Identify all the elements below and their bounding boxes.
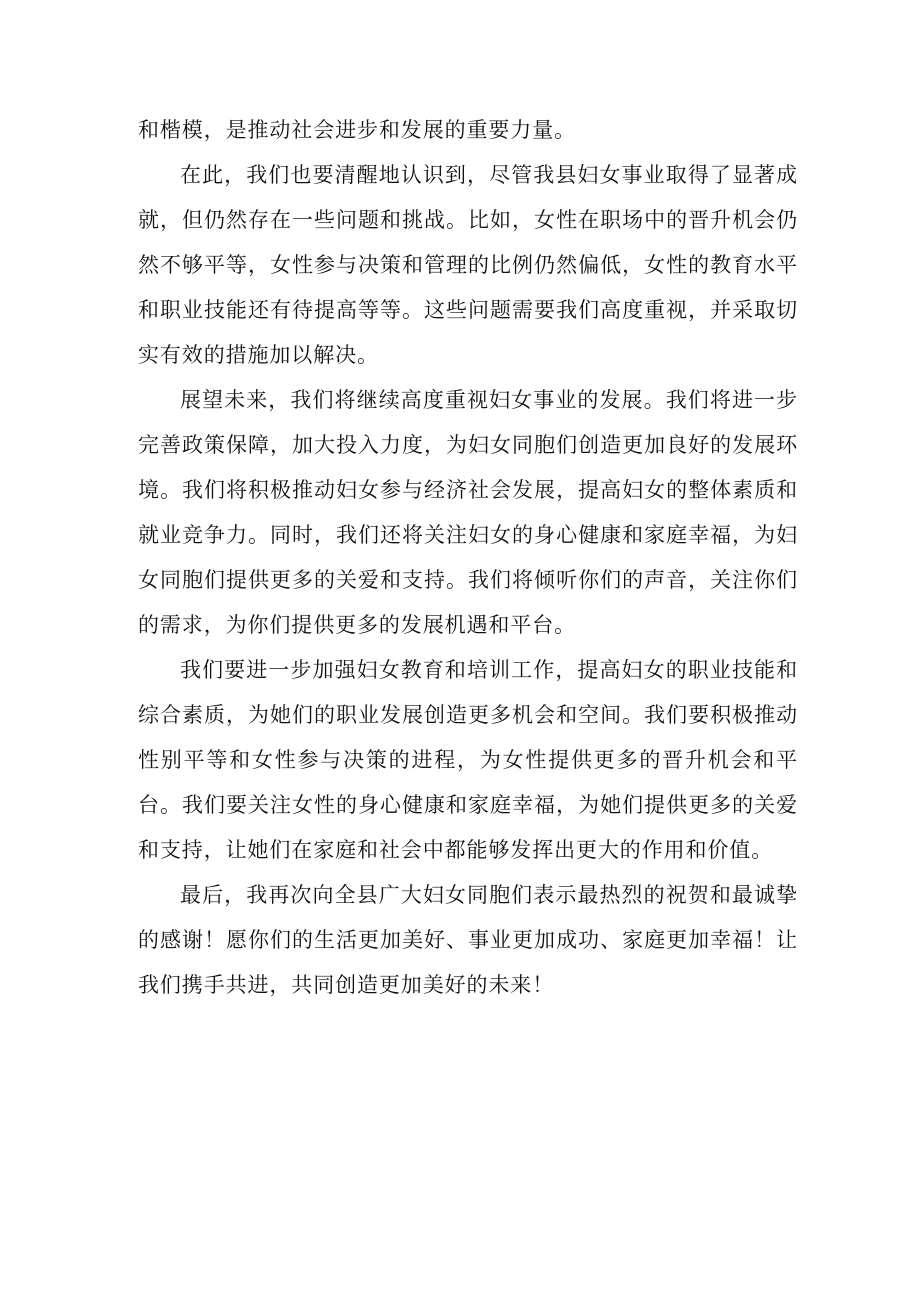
paragraph-closing: 最后，我再次向全县广大妇女同胞们表示最热烈的祝贺和最诚挚的感谢！愿你们的生活更加美好、事业更加成功、家庭更加幸福！让我们携手共进，共同创造更加美好的未来！ [138, 883, 798, 997]
paragraph-training: 我们要进一步加强妇女教育和培训工作，提高妇女的职业技能和综合素质，为她们的职业发展创造更多机会和空间。我们要积极推动性别平等和女性参与决策的进程，为女性提供更多的晋升机会和平台。我们要关注女性的身心健康和家庭幸福，为她们提供更多的关爱和支持，让她们在家庭和社会中都能够发挥出更大的作用和价值。 [138, 658, 798, 862]
paragraph-challenges: 在此，我们也要清醒地认识到，尽管我县妇女事业取得了显著成就，但仍然存在一些问题和挑战。比如，女性在职场中的晋升机会仍然不够平等，女性参与决策和管理的比例仍然偏低，女性的教育水平和职业技能还有待提高等等。这些问题需要我们高度重视，并采取切实有效的措施加以解决。 [138, 163, 798, 367]
paragraph-outlook: 展望未来，我们将继续高度重视妇女事业的发展。我们将进一步完善政策保障，加大投入力度，为妇女同胞们创造更加良好的发展环境。我们将积极推动妇女参与经济社会发展，提高妇女的整体素质和就业竞争力。同时，我们还将关注妇女的身心健康和家庭幸福，为妇女同胞们提供更多的关爱和支持。我们将倾听你们的声音，关注你们的需求，为你们提供更多的发展机遇和平台。 [138, 388, 798, 637]
paragraph-continuation: 和楷模，是推动社会进步和发展的重要力量。 [138, 118, 576, 142]
document-body [138, 108, 798, 1008]
